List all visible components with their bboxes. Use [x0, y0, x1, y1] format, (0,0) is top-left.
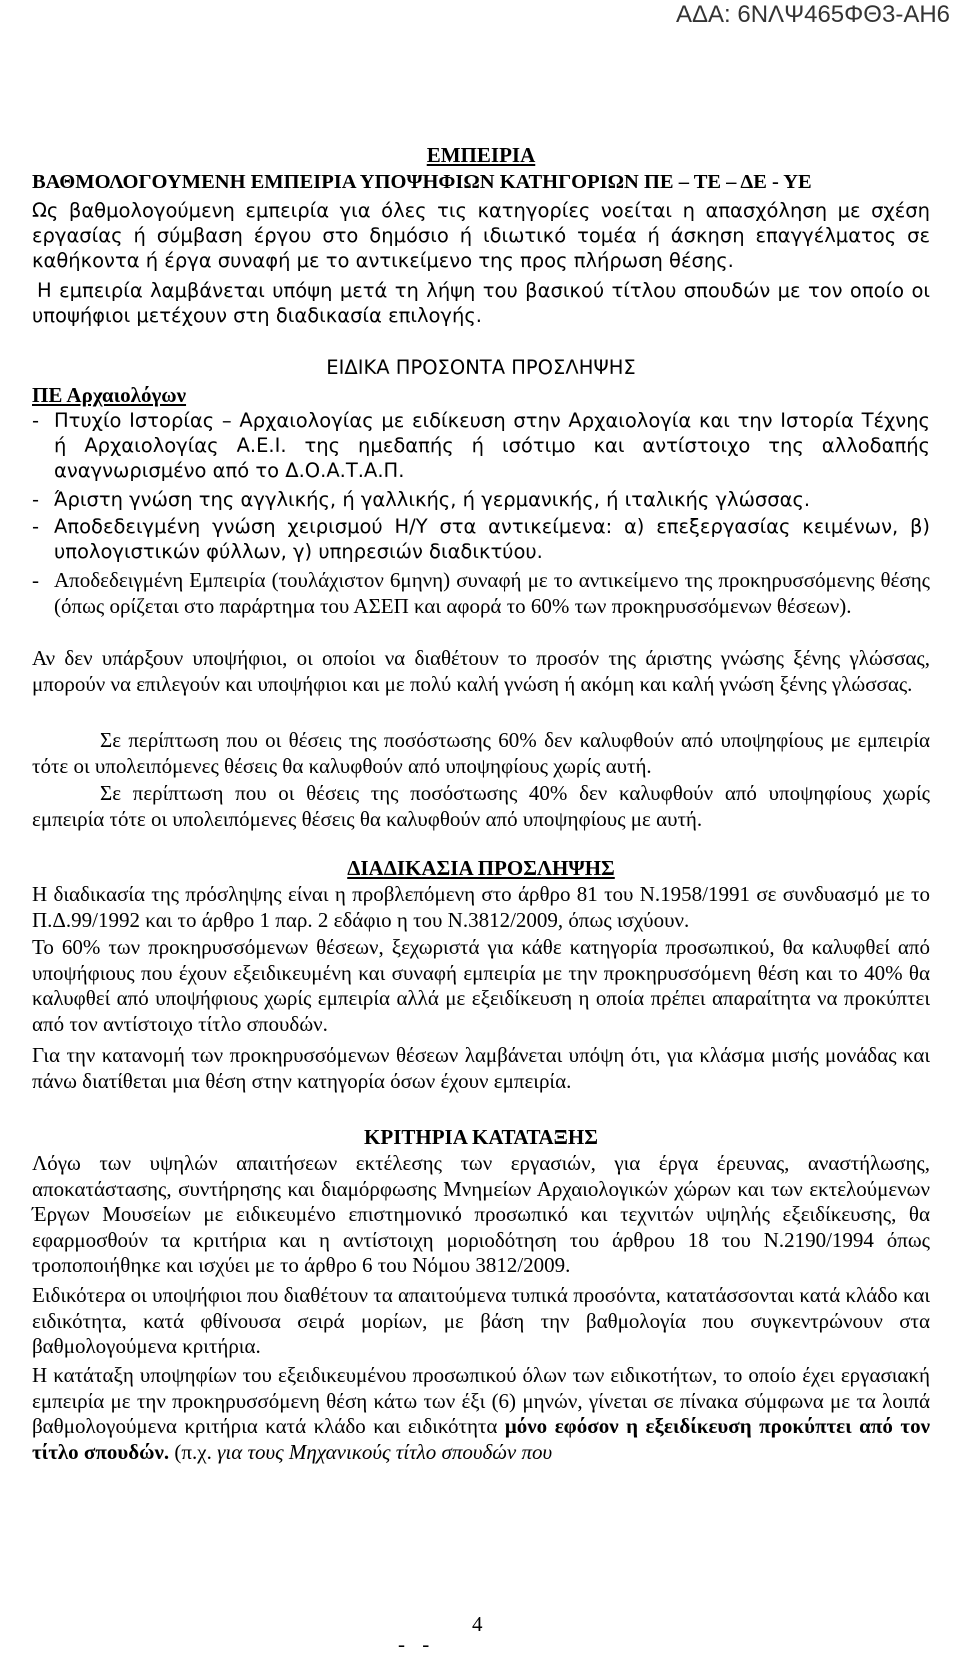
procedure-title: ΔΙΑΔΙΚΑΣΙΑ ΠΡΟΣΛΗΨΗΣ — [347, 856, 615, 880]
criteria-bold-text: μόνο εφόσον η εξειδίκευση προκύπτει από τον τίτλο σπουδών. — [32, 1414, 930, 1464]
experience-subtitle: ΒΑΘΜΟΛΟΓΟΥΜΕΝΗ ΕΜΠΕΙΡΙΑ ΥΠΟΨΗΦΙΩΝ ΚΑΤΗΓΟΡΙΩΝ ΠΕ – ΤΕ – ΔΕ - ΥΕ — [32, 171, 812, 193]
criteria-paragraph-2: Ειδικότερα οι υποψήφιοι που διαθέτουν τα απαιτούμενα τυπικά προσόντα, κατατάσσονται κατά κλάδο και ειδικότητα, κατά φθίνουσα σειρά μορίων, με βάση την βαθμολογία που συγκεντρώνουν στα βαθμολογούμενα κριτήρια. — [32, 1283, 930, 1358]
qualification-text: Πτυχίο Ιστορίας – Αρχαιολογίας με ειδίκευση στην Αρχαιολογία και την Ιστορία Τέχνης ή Αρχαιολογίας Α.Ε.Ι. της ημεδαπής ή ισότιμο και αντίστοιχο της αλλοδαπής αναγνωρισμένο από το Δ.Ο.Α.Τ.Α.Π. — [54, 409, 930, 482]
procedure-paragraph-3: Για την κατανομή των προκηρυσσόμενων θέσεων λαμβάνεται υπόψη ότι, για κλάσμα μισής μονάδας και πάνω διατίθεται μια θέση στην κατηγορία όσων έχουν εμπειρία. — [32, 1043, 930, 1093]
experience-paragraph-1: Ως βαθμολογούμενη εμπειρία για όλες τις κατηγορίες νοείται η απασχόληση με σχέση εργασίας ή σύμβαση έργου στο δημόσιο ή ιδιωτικό τομέα ή άσκηση επαγγέλματος σε καθήκοντα ή έργα συναφή με το αντικείμενο της προς πλήρωση θέσης. — [32, 199, 930, 272]
criteria-example-prefix: (π.χ. — [169, 1439, 218, 1464]
list-dash: - — [32, 488, 40, 511]
list-dash: - — [32, 568, 39, 592]
qualification-item — [32, 568, 930, 619]
footer-dashes: - - — [398, 1632, 436, 1656]
list-dash: - — [32, 409, 40, 432]
qualifications-title: ΕΙΔΙΚΑ ΠΡΟΣΟΝΤΑ ΠΡΟΣΛΗΨΗΣ — [326, 356, 636, 379]
qualification-text: Αποδεδειγμένη Εμπειρία (τουλάχιστον 6μηνη) συναφή με το αντικείμενο της προκηρυσσόμενης θέσης (όπως ορίζεται στο παράρτημα του ΑΣΕΠ και αφορά το 60% των προκηρυσσόμενων θέσεων). — [54, 568, 930, 618]
ada-code: ΑΔΑ: 6ΝΛΨ465ΦΘ3-ΑΗ6 — [675, 1, 950, 28]
qualification-item — [32, 487, 930, 512]
quota-40-paragraph: Σε περίπτωση που οι θέσεις της ποσόστωσης 40% δεν καλυφθούν από υποψηφίους χωρίς εμπειρία τότε οι υπολειπόμενες θέσεις θα καλυφθούν από υποψηφίους με αυτή. — [32, 781, 930, 831]
experience-title: ΕΜΠΕΙΡΙΑ — [426, 143, 536, 167]
qualification-text: Αποδεδειγμένη γνώση χειρισμού Η/Υ στα αντικείμενα: α) επεξεργασίας κειμένων, β) υπολογιστικών φύλλων, γ) υπηρεσιών διαδικτύου. — [54, 515, 930, 563]
criteria-text: Η κατάταξη υποψηφίων του εξειδικευμένου προσωπικού όλων των ειδικοτήτων, το οποίο έχει εργασιακή εμπειρία με την προκηρυσσόμενη θέση κάτω των έξι (6) μηνών, γίνεται σε πίνακα σύμφωνα με τα λοιπά βαθμολογούμενα κριτήρια κατά κλάδο και ειδικότητα — [32, 1363, 930, 1438]
qualification-text: Άριστη γνώση της αγγλικής, ή γαλλικής, ή γερμανικής, ή ιταλικής γλώσσας. — [54, 488, 811, 511]
criteria-example-text: για τους Μηχανικούς τίτλο σπουδών που — [217, 1439, 553, 1464]
criteria-title: ΚΡΙΤΗΡΙΑ ΚΑΤΑΤΑΞΗΣ — [364, 1125, 598, 1149]
procedure-paragraph-2: Το 60% των προκηρυσσόμενων θέσεων, ξεχωριστά για κάθε κατηγορία προσωπικού, θα καλυφθεί από υποψήφιους που έχουν εξειδικευμένη και συναφή εμπειρία με την προκηρυσσόμενη θέση και το 40% θα καλυφθεί από υποψήφιους χωρίς εμπειρία αλλά με εξειδίκευση η οποία πρέπει απαραίτητα να προκύπτει από τον αντίστοιχο τίτλο σπουδών. — [32, 935, 930, 1036]
experience-paragraph-2: Η εμπειρία λαμβάνεται υπόψη μετά τη λήψη του βασικού τίτλου σπουδών με τον οποίο οι υποψήφιοι μετέχουν στη διαδικασία επιλογής. — [32, 279, 930, 327]
quota-60-paragraph: Σε περίπτωση που οι θέσεις της ποσόστωσης 60% δεν καλυφθούν από υποψηφίους με εμπειρία τότε οι υπολειπόμενες θέσεις θα καλυφθούν από υποψηφίους χωρίς αυτή. — [32, 728, 930, 778]
criteria-paragraph-3 — [32, 1363, 930, 1465]
language-paragraph: Αν δεν υπάρξουν υποψήφιοι, οι οποίοι να διαθέτουν το προσόν της άριστης γνώσης ξένης γλώσσας, μπορούν να επιλεγούν και υποψήφιοι και με πολύ καλή γνώση ή ακόμη και καλή γνώση ξένης γλώσσας. — [32, 646, 930, 696]
qualification-item — [32, 514, 930, 564]
criteria-paragraph-1: Λόγω των υψηλών απαιτήσεων εκτέλεσης των εργασιών, για έργα έρευνας, αναστήλωσης, αποκατάστασης, συντήρησης και διαμόρφωσης Μνημείων Αρχαιολογικών χώρων και των εκτελούμενων Έργων Μουσείων με ειδικευμένο επιστημονικό προσωπικό και τεχνιτών υψηλής εξειδίκευσης, θα εφαρμοσθούν τα κριτήρια και η αντίστοιχη μοριοδότηση του άρθρου 18 του Ν.2190/1994 όπως τροποποιήθηκε και ισχύει με το άρθρο 6 του Νόμου 3812/2009. — [32, 1151, 930, 1277]
qualifications-category: ΠΕ Αρχαιολόγων — [32, 383, 187, 407]
qualification-item — [32, 408, 930, 483]
procedure-paragraph-1: Η διαδικασία της πρόσληψης είναι η προβλεπόμενη στο άρθρο 81 του Ν.1958/1991 σε συνδυασμό με το Π.Δ.99/1992 και το άρθρο 1 παρ. 2 εδάφιο η του Ν.3812/2009, όπως ισχύουν. — [32, 882, 930, 932]
list-dash: - — [32, 515, 40, 538]
page-number: 4 — [472, 1612, 483, 1636]
